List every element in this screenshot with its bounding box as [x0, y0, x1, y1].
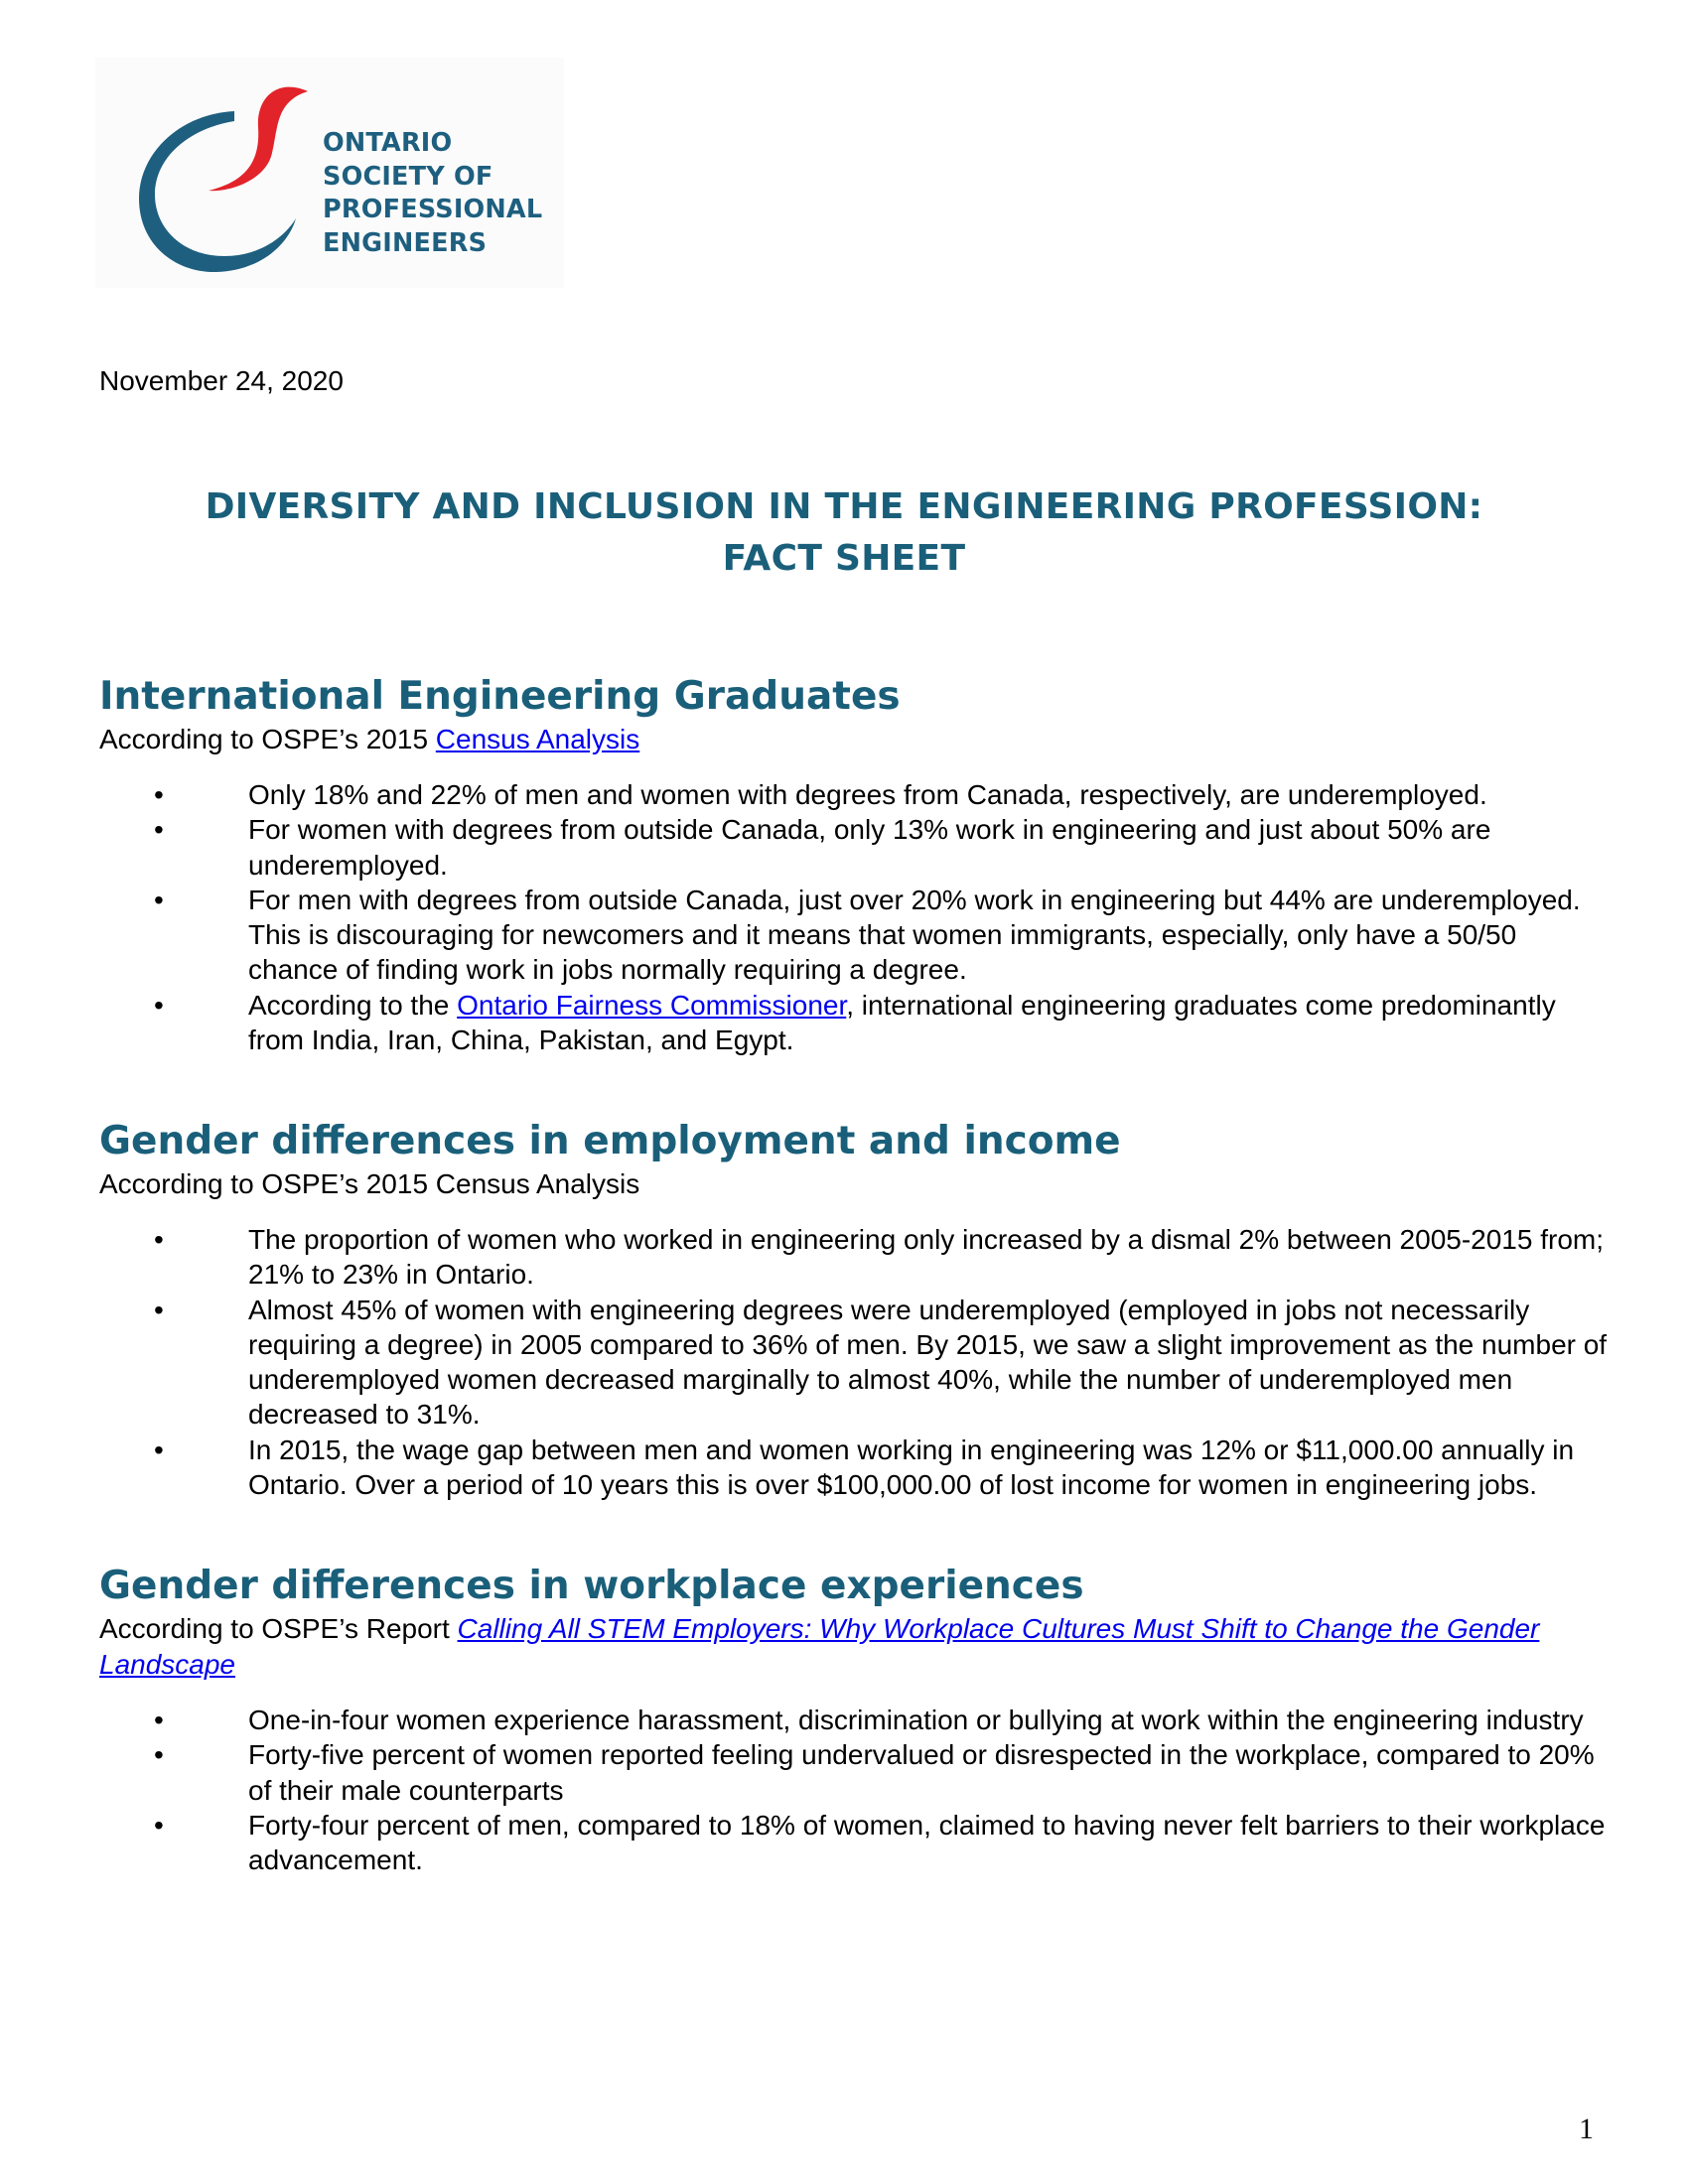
list-item	[99, 1808, 1609, 1878]
intro-text: According to OSPE’s 2015	[99, 724, 436, 754]
logo-line: SOCIETY OF	[323, 161, 493, 192]
stem-employers-report-link[interactable]: Calling All STEM Employers: Why Workplace Cultures Must Shift to Change the Gender Landscape	[99, 1613, 1540, 1680]
list-item	[99, 777, 1609, 812]
page-number: 1	[1579, 2113, 1594, 2145]
list-item-text-suffix: , international engineering graduates come predominantly from India, Iran, China, Pakistan, and Egypt.	[248, 989, 1556, 1056]
bullet-icon: •	[154, 1809, 164, 1841]
list-item-text: Forty-four percent of men, compared to 18% of women, claimed to having never felt barriers to their workplace advancement.	[248, 1809, 1606, 1876]
section-heading: Gender differences in workplace experiences	[99, 1564, 1084, 1608]
list-item-text-prefix: According to the	[248, 989, 458, 1021]
bullet-icon: •	[154, 779, 164, 810]
list-item	[99, 1433, 1609, 1503]
list-item-text: For men with degrees from outside Canada, just over 20% work in engineering but 44% are underemployed. This is discouraging for newcomers and it means that women immigrants, especially, only have a 50/50 chance of finding work in jobs normally requiring a degree.	[248, 884, 1581, 986]
section-intro	[99, 722, 1609, 757]
section-employment-income	[99, 1117, 1609, 1502]
list-item-text: For women with degrees from outside Canada, only 13% work in engineering and just about 50% are underemployed.	[248, 814, 1491, 881]
document-date: November 24, 2020	[99, 365, 344, 396]
section-international-graduates	[99, 672, 1609, 1057]
list-item-text: Only 18% and 22% of men and women with degrees from Canada, respectively, are underemployed.	[248, 779, 1487, 810]
list-item-text: In 2015, the wage gap between men and women working in engineering was 12% or $11,000.00 annually in Ontario. Over a period of 10 years this is over $100,000.00 of lost income for women in engineering jobs.	[248, 1433, 1575, 1501]
intro-text: According to OSPE’s Report	[99, 1613, 458, 1644]
list-item	[99, 812, 1609, 883]
list-item	[99, 1737, 1609, 1808]
ospe-swirl-icon	[117, 69, 316, 278]
bullet-icon: •	[154, 814, 164, 846]
bullet-icon: •	[154, 1739, 164, 1771]
list-item	[99, 883, 1609, 988]
section-heading: International Engineering Graduates	[99, 674, 901, 719]
section-heading: Gender differences in employment and income	[99, 1119, 1121, 1163]
section-intro: According to OSPE’s 2015 Census Analysis	[99, 1168, 640, 1199]
logo-line: ONTARIO	[323, 128, 453, 158]
bullet-list	[99, 1703, 1609, 1877]
bullet-list	[99, 1222, 1609, 1502]
list-item	[99, 1293, 1609, 1433]
list-item-text: Almost 45% of women with engineering degrees were underemployed (employed in jobs not necessarily requiring a degree) in 2005 compared to 36% of men. By 2015, we saw a slight improvement as the number of underemployed women decreased marginally to almost 40%, while the number of underemployed men decreased to 31%.	[248, 1294, 1608, 1431]
list-item-text: The proportion of women who worked in engineering only increased by a dismal 2% between 2005-2015 from; 21% to 23% in Ontario.	[248, 1224, 1605, 1291]
ospe-logo	[95, 58, 564, 288]
list-item-text: Forty-five percent of women reported feeling undervalued or disrespected in the workplace, compared to 20% of their male counterparts	[248, 1739, 1595, 1806]
bullet-icon: •	[154, 1294, 164, 1325]
logo-line: PROFESSIONAL	[323, 195, 543, 224]
list-item-text: One-in-four women experience harassment, discrimination or bullying at work within the engineering industry	[248, 1705, 1584, 1735]
document-title-line1: DIVERSITY AND INCLUSION IN THE ENGINEERING PROFESSION:	[205, 486, 1483, 527]
bullet-icon: •	[154, 989, 164, 1021]
bullet-icon: •	[154, 884, 164, 915]
list-item	[99, 1703, 1609, 1737]
bullet-icon: •	[154, 1433, 164, 1465]
section-workplace-experiences	[99, 1562, 1609, 1877]
document-title-line2: FACT SHEET	[722, 538, 966, 579]
logo-line: ENGINEERS	[323, 227, 488, 258]
list-item	[99, 988, 1609, 1058]
bullet-icon: •	[154, 1705, 164, 1735]
bullet-list	[99, 777, 1609, 1057]
fairness-commissioner-link[interactable]: Ontario Fairness Commissioner	[457, 989, 847, 1021]
logo-wordmark	[323, 127, 542, 260]
census-analysis-link[interactable]: Census Analysis	[435, 724, 640, 754]
list-item	[99, 1222, 1609, 1293]
section-intro	[99, 1611, 1609, 1683]
bullet-icon: •	[154, 1224, 164, 1255]
